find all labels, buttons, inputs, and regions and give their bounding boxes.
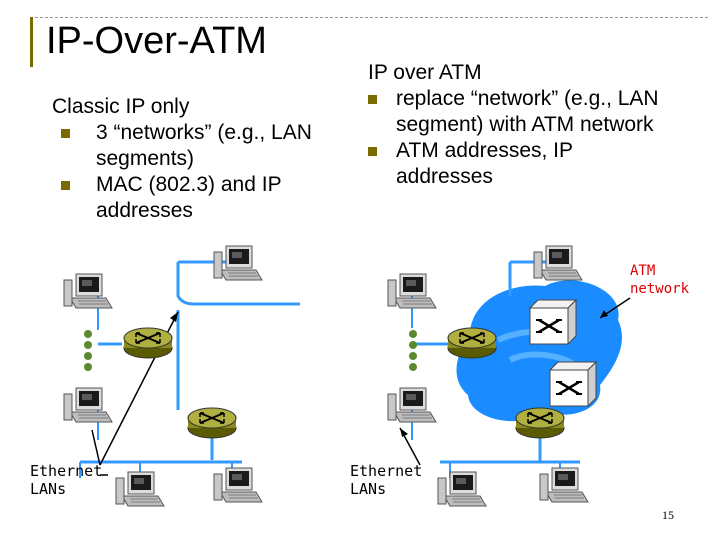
router-icon <box>124 328 172 358</box>
workstation-icon <box>540 468 588 502</box>
ethernet-label-left <box>30 462 102 498</box>
right-bullet-1-text: replace “network” (e.g., LAN segment) with ATM network <box>396 87 659 136</box>
workstation-icon <box>438 472 486 506</box>
ip-over-atm-diagram <box>388 246 630 506</box>
slide-title: IP-Over-ATM <box>46 20 267 62</box>
atm-label-line: ATM <box>630 263 656 279</box>
ethernet-label-line: Ethernet <box>30 462 103 480</box>
workstation-icon <box>214 246 262 280</box>
ellipsis-dot <box>84 330 92 338</box>
ellipsis-dot <box>409 363 417 371</box>
router-icon <box>448 328 496 358</box>
router-icon <box>188 408 236 438</box>
page-number: 15 <box>662 508 674 522</box>
workstation-icon <box>64 388 112 422</box>
ellipsis-dot <box>84 363 92 371</box>
atm-switch-icon <box>550 362 596 406</box>
workstation-icon <box>116 472 164 506</box>
ethernet-label-line: LANs <box>30 480 67 498</box>
workstation-icon <box>534 246 582 280</box>
workstation-icon <box>388 388 436 422</box>
router-icon <box>516 408 564 438</box>
left-heading: Classic IP only <box>52 95 190 118</box>
atm-switch-icon <box>530 300 576 344</box>
left-bullet-2-text: MAC (802.3) and IP addresses <box>96 173 282 222</box>
left-bullet-1-text: 3 “networks” (e.g., LAN segments) <box>96 121 312 170</box>
ellipsis-dot <box>409 352 417 360</box>
ellipsis-dot <box>409 330 417 338</box>
ellipsis-dot <box>409 341 417 349</box>
ethernet-label-line: Ethernet <box>350 462 423 480</box>
atm-label-line: network <box>630 281 690 297</box>
atm-network-label <box>630 262 689 298</box>
workstation-icon <box>388 274 436 308</box>
workstation-icon <box>214 468 262 502</box>
right-bullet-2-text: ATM addresses, IP addresses <box>396 139 573 188</box>
right-heading: IP over ATM <box>368 61 482 84</box>
ellipsis-dot <box>84 352 92 360</box>
ethernet-label-line: LANs <box>350 480 387 498</box>
ethernet-label-right <box>350 462 422 498</box>
workstation-icon <box>64 274 112 308</box>
arrow-head <box>400 428 408 437</box>
ellipsis-dot <box>84 341 92 349</box>
